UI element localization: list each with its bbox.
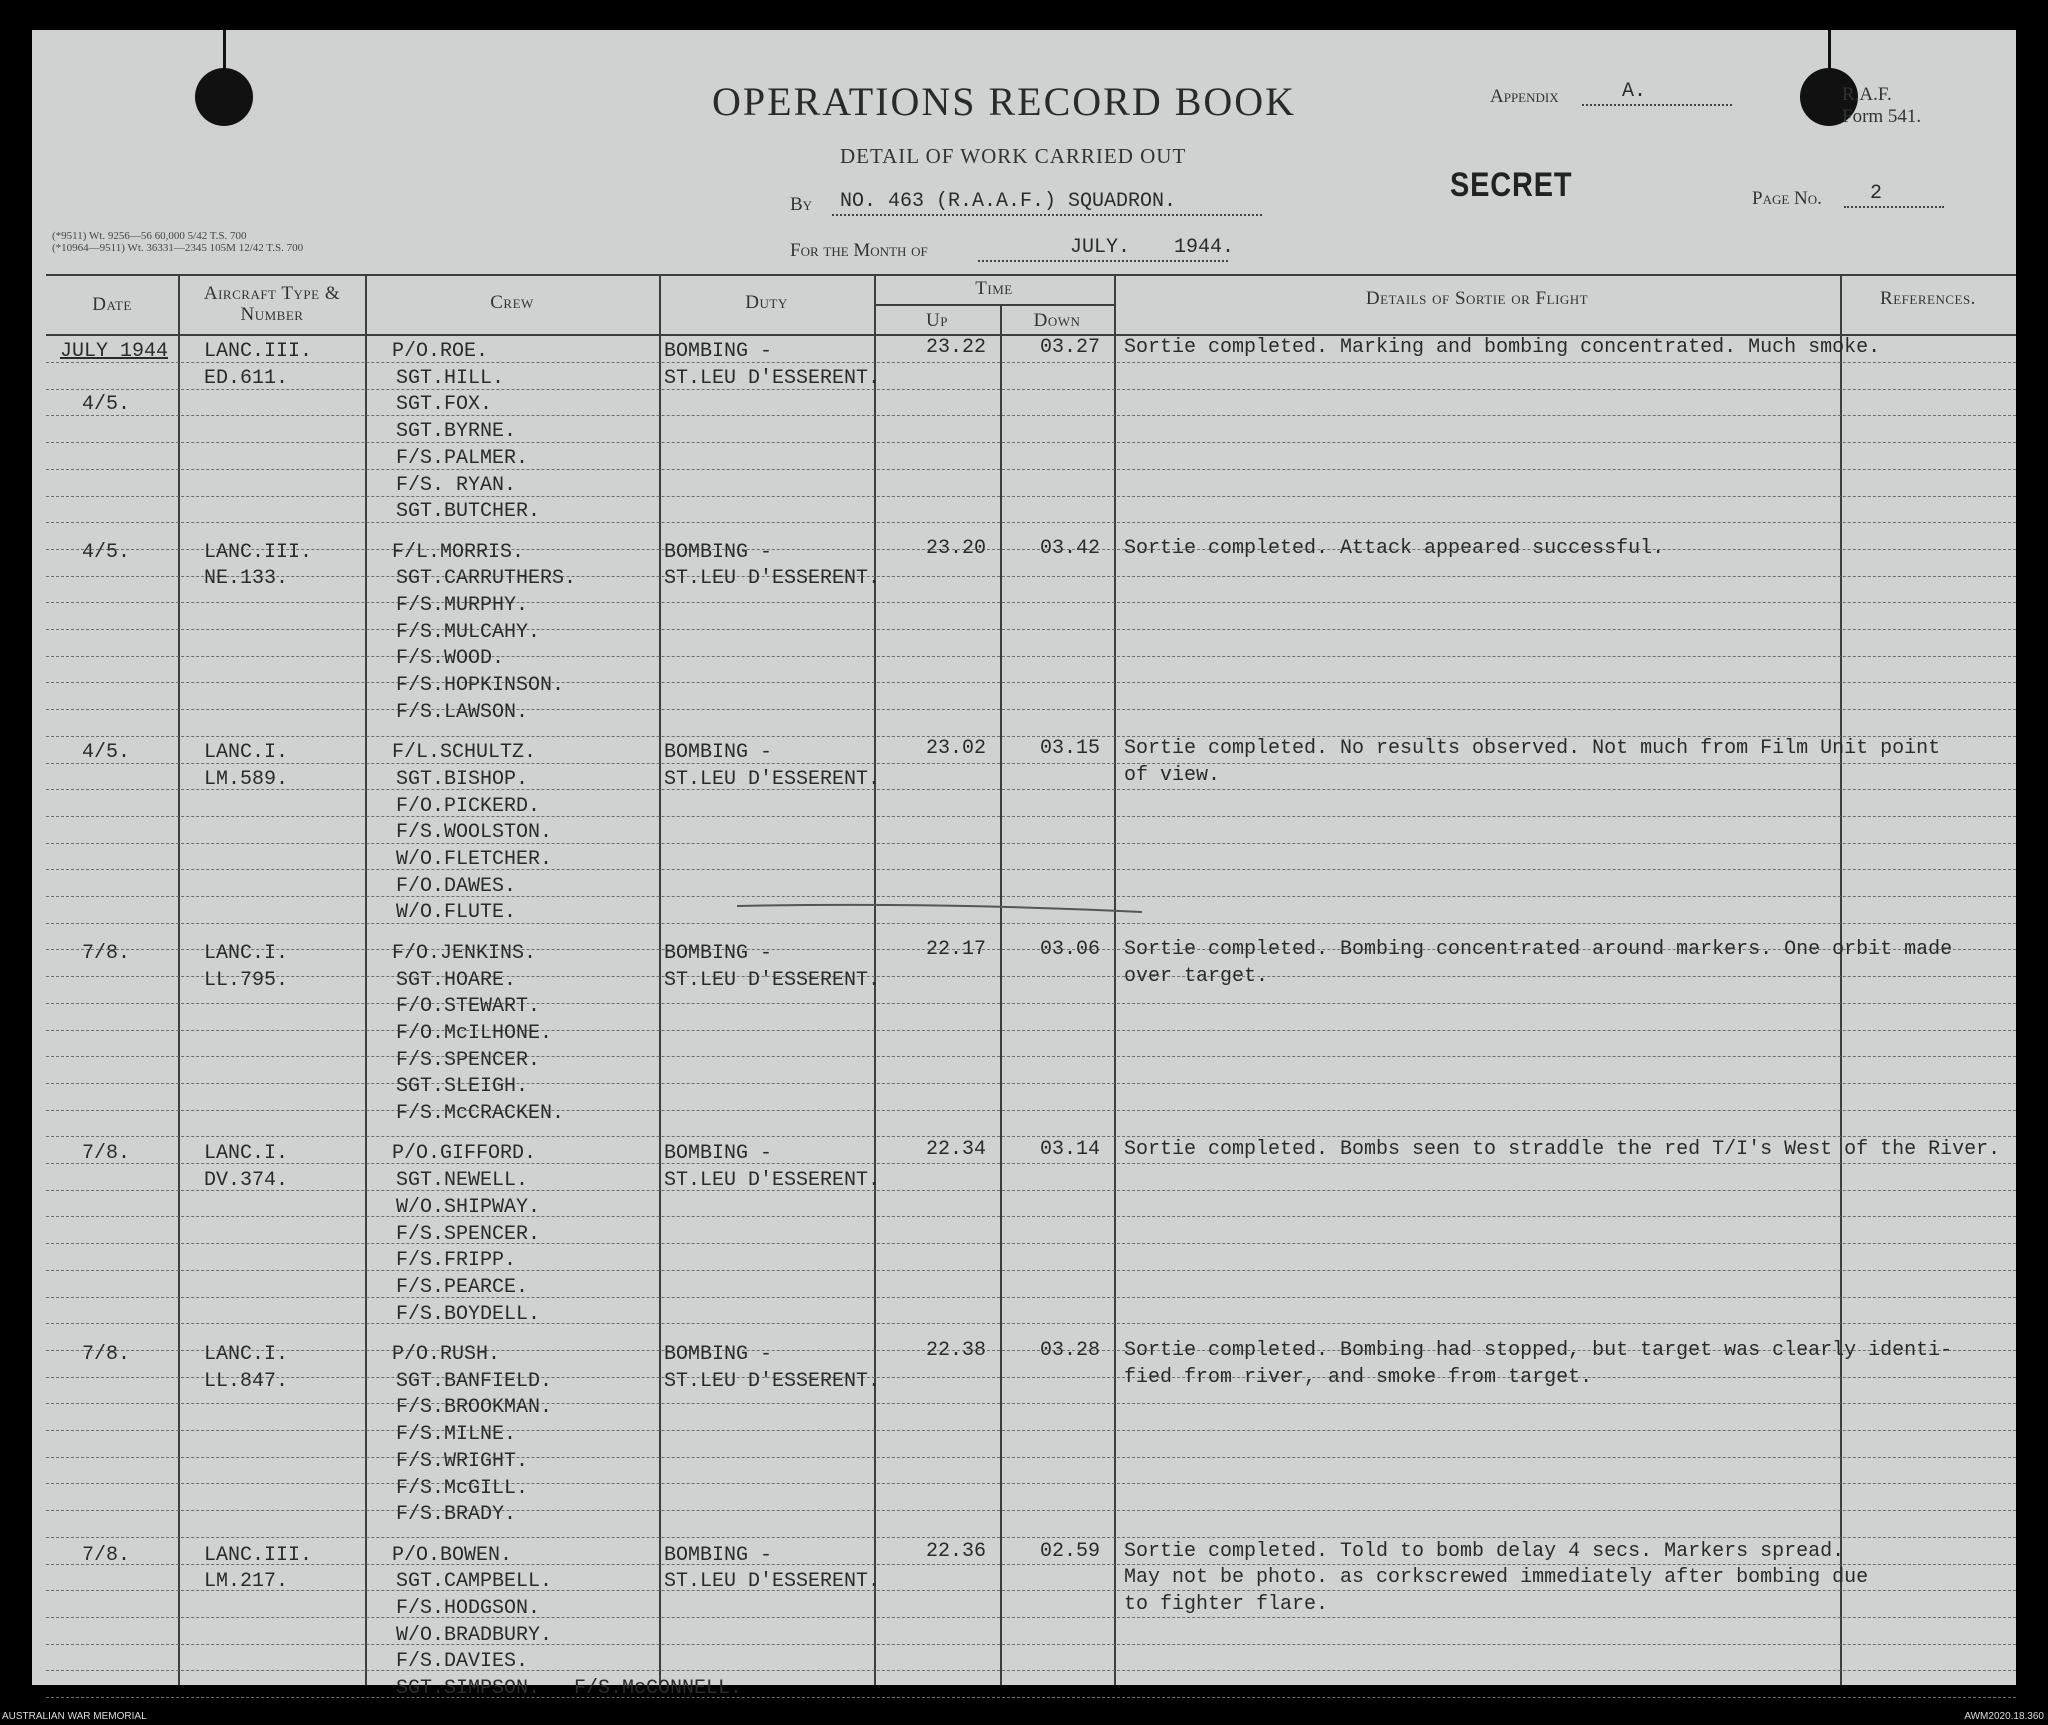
time-up: 22.17 [926,937,987,961]
appendix-field [1582,80,1732,106]
crew-member: F/L.SCHULTZ. [392,741,537,765]
time-up: 23.20 [926,536,987,560]
sortie-detail-line: Sortie completed. Marking and bombing concentrated. Much smoke. [1124,336,1881,359]
ruled-line [46,496,2016,497]
ruled-line [46,1403,2016,1404]
crew-member: F/S.PALMER. [396,446,529,470]
form-number [1842,84,1921,128]
ruled-line [46,522,2016,523]
col-header-down: Down [1033,310,1081,331]
crew-member: W/O.BRADBURY. [396,1623,553,1647]
duty-line-1: BOMBING - [664,941,773,965]
ruled-line [46,389,2016,390]
time-down: 02.59 [1040,1539,1101,1563]
sortie-detail-line: Sortie completed. Bombing had stopped, but target was clearly identi- [1124,1339,1953,1362]
month-label: For the Month of [790,240,928,261]
sortie-detail-line: Sortie completed. Attack appeared successful. [1124,536,1665,560]
ruled-line [46,1136,2016,1137]
crew-member: F/O.McILHONE. [396,1021,553,1045]
ruled-line [46,1030,2016,1031]
ruled-line [46,976,2016,977]
col-header-details: Details of Sortie or Flight [1365,288,1589,309]
duty-line-1: BOMBING - [664,741,773,765]
sortie-detail-line: Sortie completed. Told to bomb delay 4 secs. Markers spread. [1124,1539,1845,1563]
crew-member: W/O.SHIPWAY. [396,1195,541,1219]
ruled-line [46,1644,2016,1645]
ruled-line [46,1323,2016,1324]
ruled-line [46,1510,2016,1511]
crew-member: F/S.BROOKMAN. [396,1396,553,1420]
print-code [52,230,303,254]
crew-member: F/S.SPENCER. [396,1222,541,1246]
aircraft-number: LM.217. [204,1570,289,1594]
by-label: By [790,194,813,215]
ruled-line [46,1590,2016,1591]
aircraft-number: LL.847. [204,1369,289,1393]
entry-date: 7/8. [82,1543,131,1567]
ruled-line [46,1056,2016,1057]
entry-date: 7/8. [82,941,131,965]
sortie-detail-line: over target. [1124,964,1269,988]
crew-member: F/S.McCRACKEN. [396,1102,565,1125]
crew-member: P/O.GIFFORD. [392,1142,537,1166]
aircraft-number: NE.133. [204,567,289,591]
crew-member: F/S. RYAN. [396,473,517,497]
print-code-line-1: (*9511) Wt. 9256—56 60,000 5/42 T.S. 700 [52,230,247,242]
page-title: OPERATIONS RECORD BOOK [712,79,1297,124]
crew-member: P/O.BOWEN. [392,1543,513,1567]
ruled-line [46,1617,2016,1618]
ruled-line [46,923,2016,924]
by-field [832,188,1262,216]
crew-member: F/S.MILNE. [396,1423,517,1447]
ruled-line [46,1190,2016,1191]
month-value: JULY. [1070,236,1131,259]
aircraft-type: LANC.III. [204,540,313,564]
crew-member: SGT.HILL. [396,366,505,390]
ruled-line [46,763,2016,764]
ruled-line [46,1377,2016,1378]
crew-member: F/S.MULCAHY. [396,620,541,644]
duty-line-2: ST.LEU D'ESSERENT. [664,1369,881,1393]
crew-member: SGT.BANFIELD. [396,1369,553,1393]
aircraft-type: LANC.I. [204,1343,289,1366]
crew-member: F/S.BRADY. [396,1503,517,1527]
sortie-detail-line: fied from river, and smoke from target. [1124,1365,1593,1389]
entry-date: 7/8. [82,1343,131,1366]
duty-line-2: ST.LEU D'ESSERENT. [664,366,881,390]
ruled-line [46,1564,2016,1565]
crew-member: P/O.RUSH. [392,1343,501,1366]
time-up: 22.38 [926,1339,987,1362]
duty-line-2: ST.LEU D'ESSERENT. [664,767,881,791]
print-code-line-2: (*10964—9511) Wt. 36331—2345 105M 12/42 T.S. 700 [52,242,304,254]
time-down: 03.28 [1040,1339,1101,1362]
ruled-line [46,469,2016,470]
sortie-detail-line: May not be photo. as corkscrewed immediately after bombing due [1124,1566,1869,1590]
entry-date: 4/5. [82,393,131,417]
squadron-value: NO. 463 (R.A.A.F.) SQUADRON. [840,190,1177,213]
table-top-border [46,274,2016,276]
ruled-line [46,843,2016,844]
crew-member: SGT.CAMPBELL. [396,1570,553,1594]
crew-member: SGT.BUTCHER. [396,500,541,524]
appendix-label: Appendix [1490,86,1559,107]
entry-date: 4/5. [82,741,131,765]
duty-line-2: ST.LEU D'ESSERENT. [664,1169,881,1193]
crew-member: F/S.McCONNELL. [574,1677,743,1701]
time-subheader-border [874,304,1114,306]
ruled-line [46,1670,2016,1671]
crew-member: SGT.HOARE. [396,968,517,992]
ruled-line [46,896,2016,897]
time-up: 22.34 [926,1138,987,1162]
col-header-duty: Duty [745,292,788,313]
crew-member: W/O.FLUTE. [396,901,517,925]
crew-member: SGT.NEWELL. [396,1169,529,1193]
col-header-aircraft: Aircraft Type & Number [203,283,341,325]
ruled-line [46,1216,2016,1217]
aircraft-number: LM.589. [204,767,289,791]
col-header-up: Up [926,310,948,331]
ruled-line [46,1083,2016,1084]
ruled-line [46,656,2016,657]
duty-line-1: BOMBING - [664,1543,773,1567]
time-down: 03.42 [1040,536,1101,560]
crew-member: F/S.WRIGHT. [396,1449,529,1473]
time-down: 03.27 [1040,336,1101,359]
duty-line-1: BOMBING - [664,340,773,363]
ruled-line [46,789,2016,790]
crew-member: F/S.WOOD. [396,647,505,671]
aircraft-number: DV.374. [204,1169,289,1193]
duty-line-1: BOMBING - [664,1142,773,1166]
time-up: 23.02 [926,737,987,761]
ruled-line [46,1297,2016,1298]
aircraft-type: LANC.I. [204,941,289,965]
duty-line-1: BOMBING - [664,1343,773,1366]
page-number-label: Page No. [1752,188,1822,209]
time-down: 03.15 [1040,737,1101,761]
duty-line-2: ST.LEU D'ESSERENT. [664,1570,881,1594]
crew-member: SGT.SIMPSON. [396,1677,541,1701]
aircraft-type: LANC.III. [204,340,313,363]
secret-stamp: SECRET [1450,166,1573,204]
ruled-line [46,1270,2016,1271]
aircraft-number: ED.611. [204,366,289,390]
aircraft-number: LL.795. [204,968,289,992]
page-number-field [1844,182,1944,208]
duty-line-1: BOMBING - [664,540,773,564]
col-divider-details [1840,274,1842,1685]
ruled-line [46,682,2016,683]
ruled-line [46,1457,2016,1458]
col-header-references: References. [1880,288,1976,309]
sortie-detail-line: Sortie completed. No results observed. Not much from Film Unit point [1124,737,1941,761]
ruled-line [46,1163,2016,1164]
crew-member: F/S.LAWSON. [396,700,529,724]
aircraft-type: LANC.I. [204,741,289,765]
sortie-detail-line: of view. [1124,763,1221,787]
crew-member: F/O.JENKINS. [392,941,537,965]
crew-member: F/S.HOPKINSON. [396,674,565,698]
time-down: 03.14 [1040,1138,1101,1162]
col-divider-crew [659,274,661,1685]
crew-member: F/L.MORRIS. [392,540,525,564]
crew-member: SGT.BISHOP. [396,767,529,791]
ruled-line [46,415,2016,416]
crew-member: F/S.McGILL. [396,1476,529,1500]
record-sheet [32,30,2016,1701]
col-divider-down [1114,274,1116,1685]
ruled-line [46,629,2016,630]
entry-date: 7/8. [82,1142,131,1166]
col-header-date: Date [92,294,132,315]
crew-member: SGT.SLEIGH. [396,1075,529,1099]
ruled-line [46,1243,2016,1244]
crew-member: F/S.DAVIES. [396,1650,529,1674]
ruled-line [46,1430,2016,1431]
aircraft-type: LANC.III. [204,1543,313,1567]
ruled-line [46,576,2016,577]
crew-member: F/O.DAWES. [396,874,517,898]
crew-member: F/S.HODGSON. [396,1597,541,1620]
form-line-1: R.A.F. [1842,84,1892,105]
sortie-detail-line: to fighter flare. [1124,1593,1329,1616]
duty-line-2: ST.LEU D'ESSERENT. [664,567,881,591]
sortie-detail-line: Sortie completed. Bombing concentrated around markers. One orbit made [1124,937,1953,961]
aircraft-type: LANC.I. [204,1142,289,1166]
duty-line-2: ST.LEU D'ESSERENT. [664,968,881,992]
ruled-line [46,816,2016,817]
col-divider-date [178,274,180,1685]
crew-member: P/O.ROE. [392,340,489,363]
ruled-line [46,1697,2016,1698]
ruled-line [46,1110,2016,1111]
crew-member: F/S.FRIPP. [396,1249,517,1273]
entry-date: 4/5. [82,540,131,564]
crew-member: SGT.FOX. [396,393,493,417]
crew-member: F/O.PICKERD. [396,794,541,818]
crew-member: W/O.FLETCHER. [396,848,553,871]
crew-member: F/S.PEARCE. [396,1275,529,1299]
punch-hole-left [195,68,253,126]
crew-member: SGT.BYRNE. [396,420,517,444]
ruled-line [46,1003,2016,1004]
page-subtitle: DETAIL OF WORK CARRIED OUT [840,144,1187,168]
crew-member: F/S.MURPHY. [396,594,529,617]
form-line-2: Form 541. [1842,106,1922,127]
col-header-time: Time [975,278,1013,299]
pencil-mark [732,898,1152,918]
sortie-detail-line: Sortie completed. Bombs seen to straddle the red T/I's West of the River. [1124,1138,2001,1162]
ruled-line [46,1483,2016,1484]
crew-member: F/O.STEWART. [396,995,541,1019]
page-number-value: 2 [1870,182,1883,205]
ruled-line [46,362,2016,363]
year-value: 1944. [1174,236,1235,259]
date-heading: JULY 1944 [60,340,169,363]
punch-slot-left [223,30,226,72]
archive-footer [0,1711,2048,1725]
crew-member: F/S.SPENCER. [396,1048,541,1072]
punch-slot-right [1828,30,1831,72]
crew-member: SGT.CARRUTHERS. [396,567,577,591]
ruled-line [46,1537,2016,1538]
col-divider-up [1000,304,1002,1685]
archive-id: AWM2020.18.360 [1964,1711,2044,1722]
ruled-line [46,602,2016,603]
time-up: 22.36 [926,1539,987,1563]
crew-member: F/S.BOYDELL. [396,1302,541,1326]
time-up: 23.22 [926,336,987,359]
crew-member: F/S.WOOLSTON. [396,821,553,845]
col-header-crew: Crew [490,292,534,313]
month-field [978,234,1235,262]
archive-name: AUSTRALIAN WAR MEMORIAL [2,1711,147,1722]
ruled-line [46,549,2016,550]
ruled-line [46,442,2016,443]
ruled-line [46,869,2016,870]
time-down: 03.06 [1040,937,1101,961]
ruled-line [46,709,2016,710]
col-divider-aircraft [365,274,367,1685]
appendix-value: A. [1622,80,1647,103]
